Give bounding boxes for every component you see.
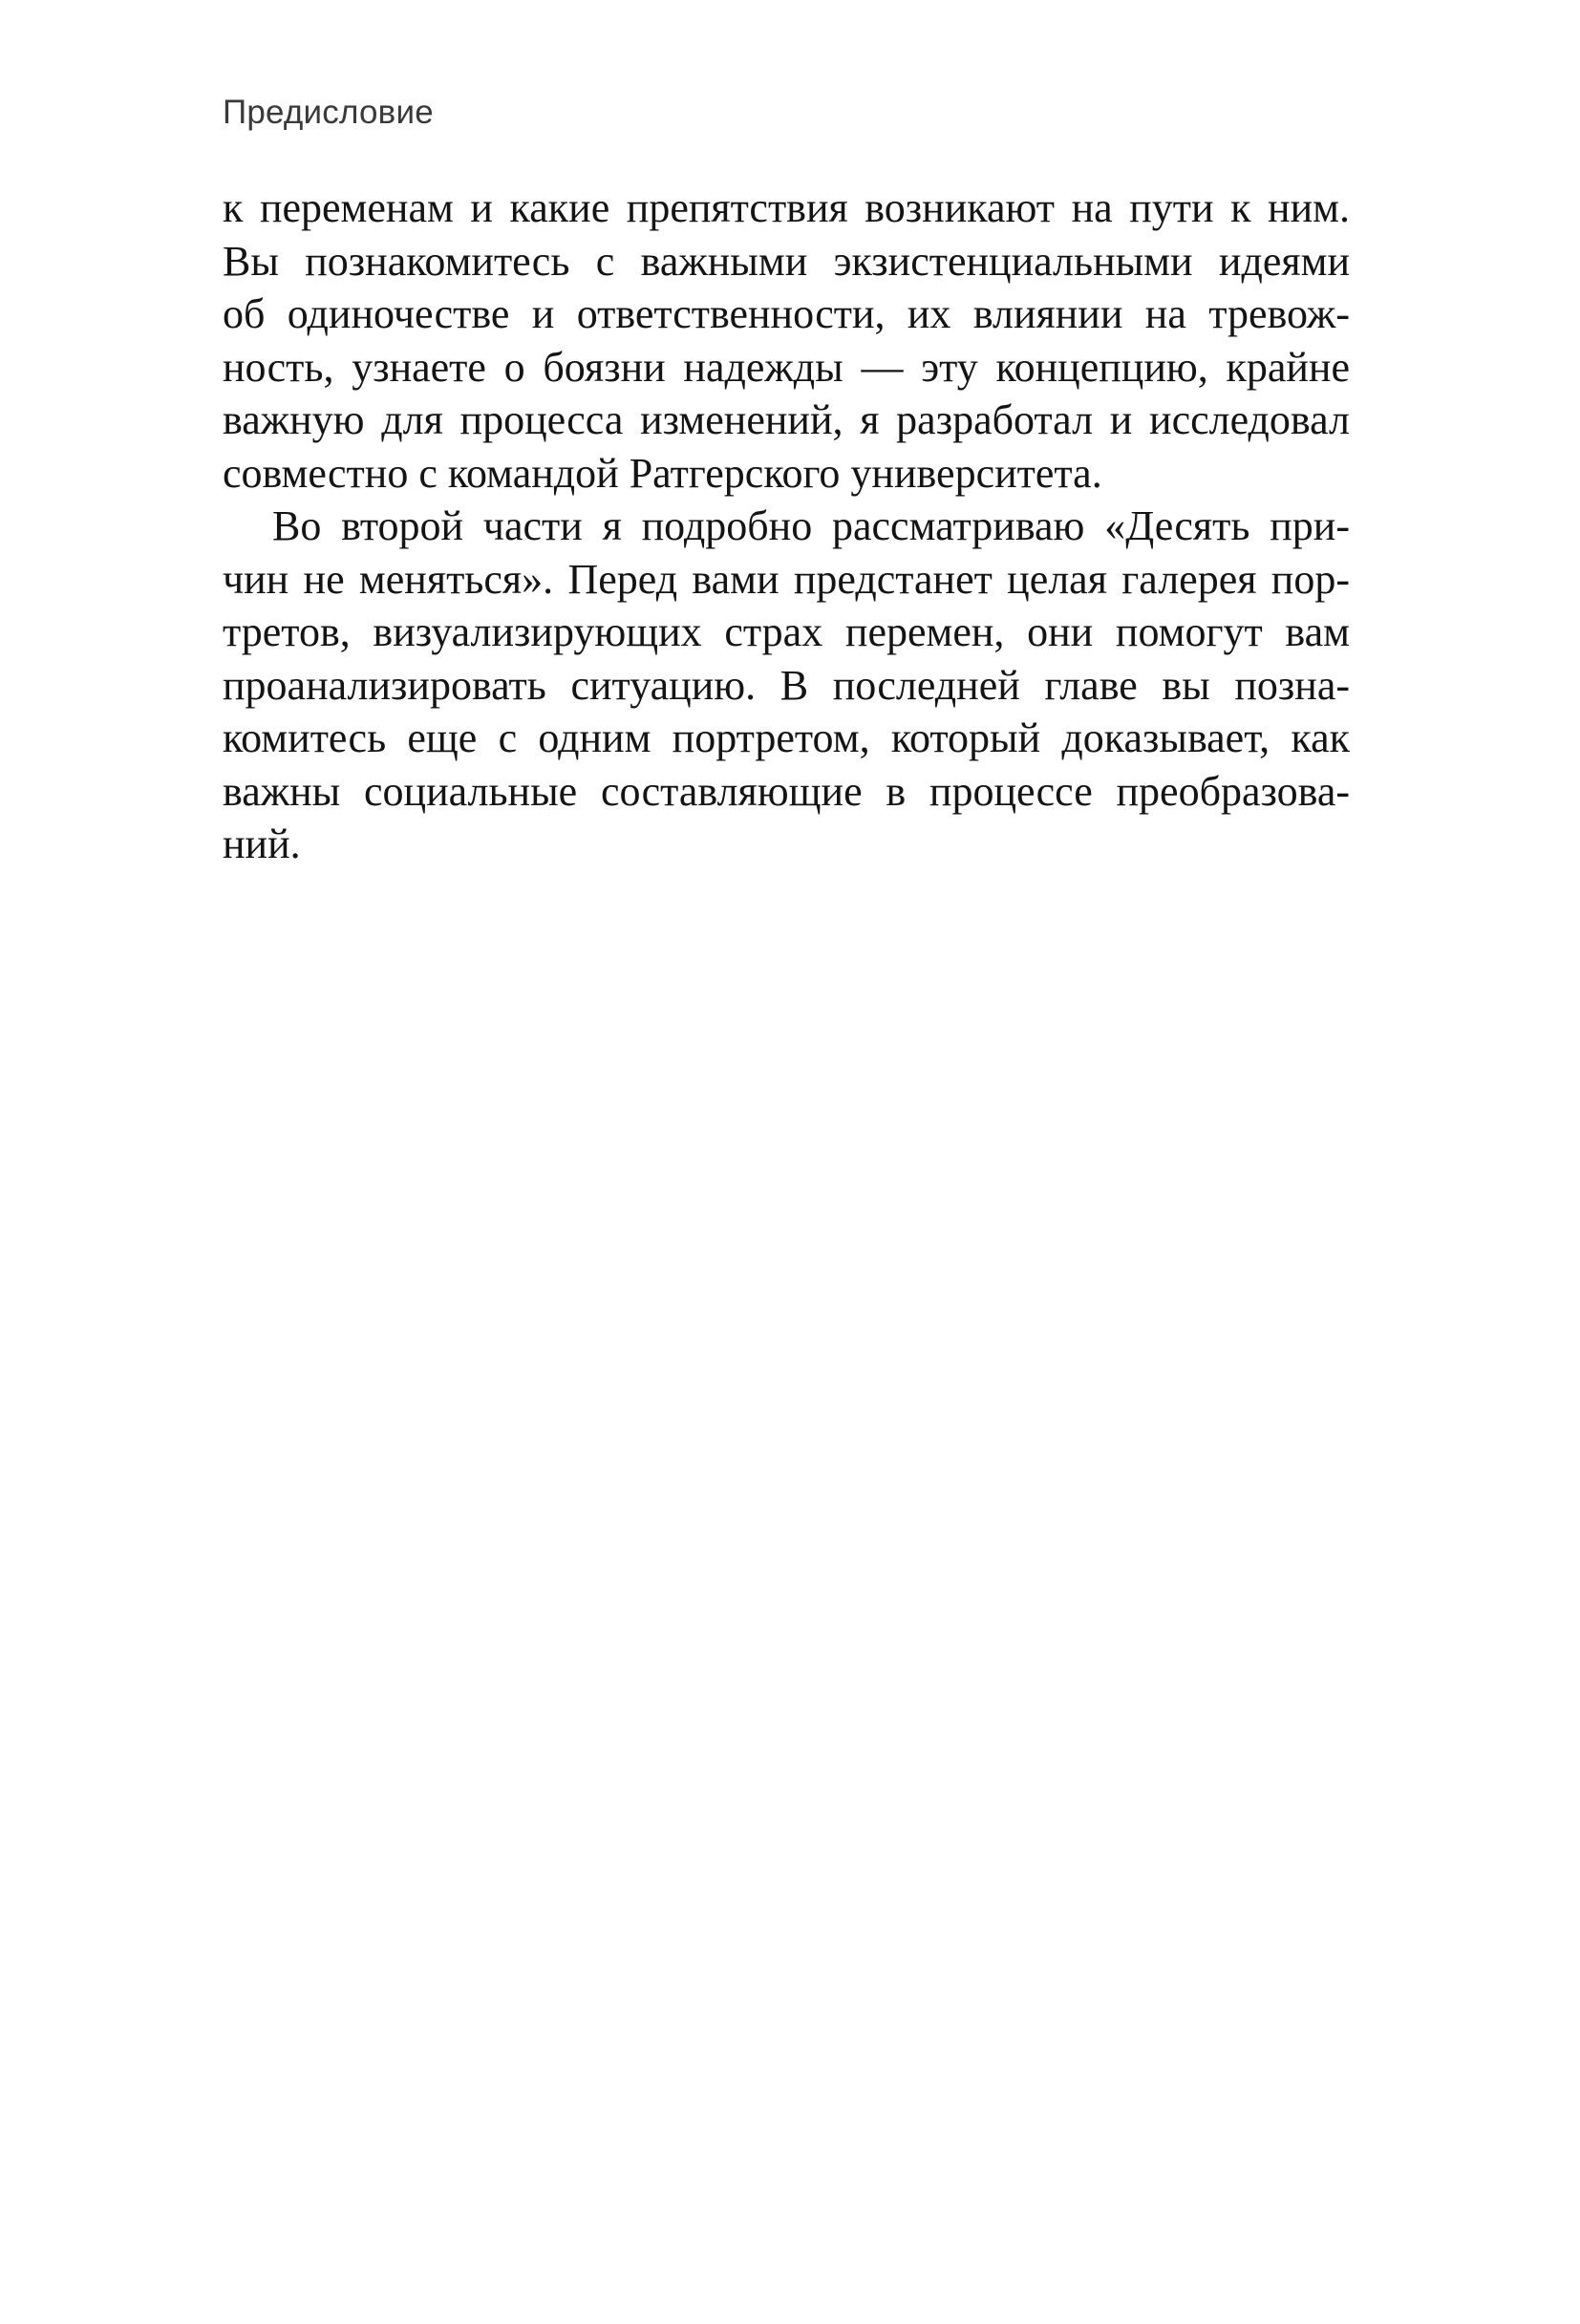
text-line: проанализировать ситуацию. В последней главе вы позна- (223, 661, 1350, 709)
text-line: важную для процесса изменений, я разработал и исследовал (223, 396, 1350, 443)
body-text (223, 181, 1350, 871)
text-line: Вы познакомитесь с важными экзистенциальными идеями (223, 237, 1350, 285)
text-line: ность, узнаете о боязни надежды — эту концепцию, крайне (223, 343, 1350, 391)
running-header-title: Предисловие (223, 94, 434, 131)
text-line: об одиночестве и ответственности, их влиянии на тревож- (223, 290, 1350, 337)
text-line: ний. (223, 821, 301, 867)
paragraph-1 (223, 181, 1350, 500)
text-line: к переменам и какие препятствия возникают на пути к ним. (223, 184, 1350, 231)
paragraph-2 (223, 500, 1350, 871)
text-line: Во второй части я подробно рассматриваю «Десять при- (272, 502, 1350, 549)
text-line: важны социальные составляющие в процессе преобразова- (223, 767, 1350, 815)
text-line: совместно с командой Ратгерского университета. (223, 449, 1102, 497)
text-line: чин не меняться». Перед вами предстанет целая галерея пор- (223, 555, 1350, 603)
text-line: третов, визуализирующих страх перемен, они помогут вам (223, 608, 1350, 655)
text-line: комитесь еще с одним портретом, который доказывает, как (223, 714, 1350, 761)
